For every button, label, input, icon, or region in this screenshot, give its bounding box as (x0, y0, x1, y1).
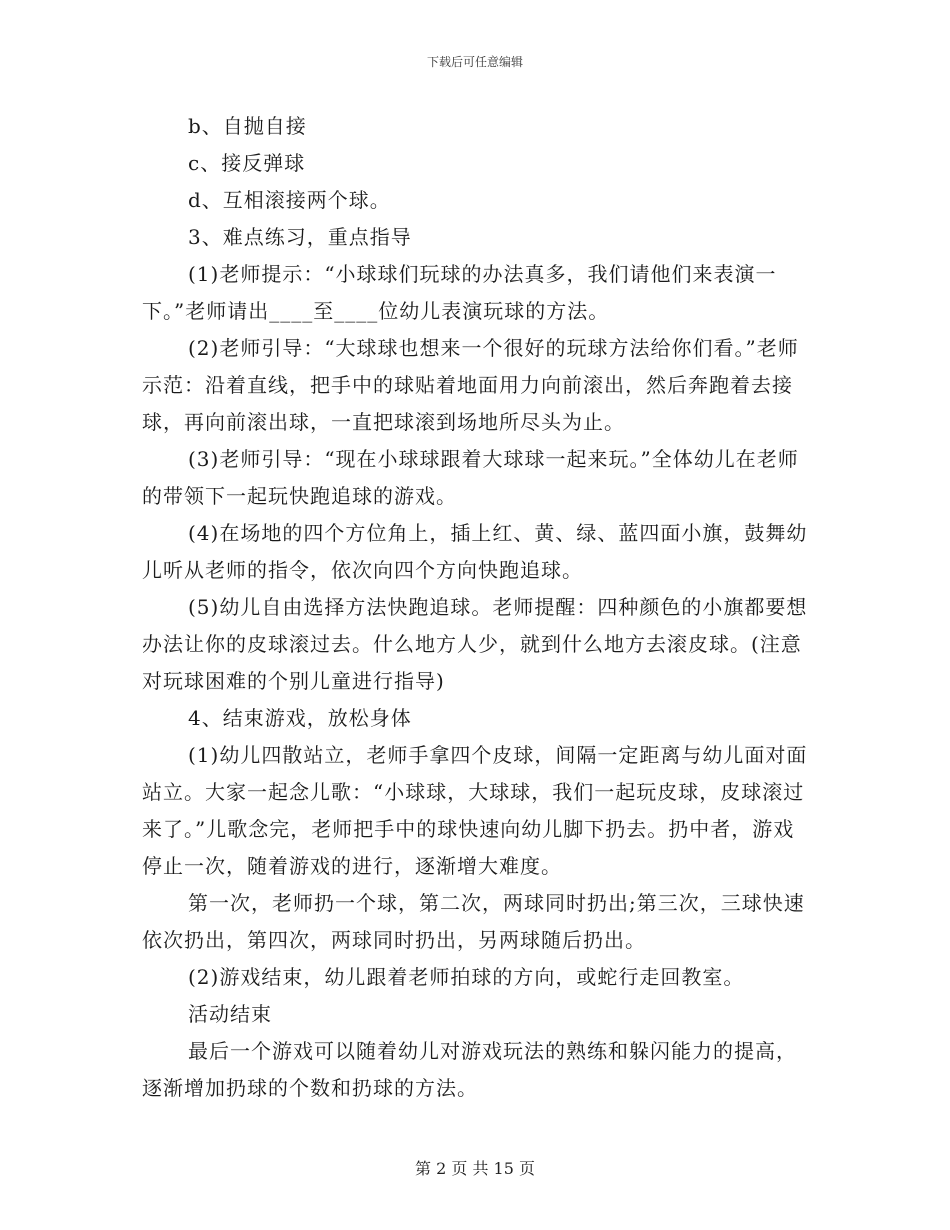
paragraph: c、接反弹球 (188, 151, 306, 175)
paragraph: 最后一个游戏可以随着幼儿对游戏玩法的熟练和躲闪能力的提高，逐渐增加扔球的个数和扔球的方法。 (142, 1039, 797, 1100)
paragraph: d、互相滚接两个球。 (188, 188, 391, 212)
paragraph: 第一次，老师扔一个球，第二次，两球同时扔出;第三次，三球快速依次扔出，第四次，两球同时扔出，另两球随后扔出。 (142, 891, 805, 952)
paragraph: (2)老师引导：“大球球也想来一个很好的玩球方法给你们看。”老师示范：沿着直线，把手中的球贴着地面用力向前滚出，然后奔跑着去接球，再向前滚出球，一直把球滚到场地所尽头为止。 (142, 336, 799, 434)
document-body (142, 108, 810, 1107)
paragraph: (1)老师提示：“小球球们玩球的办法真多，我们请他们来表演一下。”老师请出____至____位幼儿表演玩球的方法。 (142, 262, 777, 323)
section-heading: 3、难点练习，重点指导 (188, 225, 412, 249)
paragraph: (4)在场地的四个方位角上，插上红、黄、绿、蓝四面小旗，鼓舞幼儿听从老师的指令，依次向四个方向快跑追球。 (142, 521, 808, 582)
paragraph: (2)游戏结束，幼儿跟着老师拍球的方向，或蛇行走回教室。 (188, 965, 745, 989)
paragraph: b、自抛自接 (188, 114, 307, 138)
section-heading: 活动结束 (188, 1002, 272, 1026)
paragraph: (5)幼儿自由选择方法快跑追球。老师提醒：四种颜色的小旗都要想办法让你的皮球滚过去。什么地方人少，就到什么地方去滚皮球。(注意对玩球困难的个别儿童进行指导) (142, 595, 808, 693)
section-heading: 4、结束游戏，放松身体 (188, 706, 412, 730)
page-footer: 第 2 页 共 15 页 (415, 1159, 535, 1178)
page-header: 下载后可任意编辑 (426, 55, 523, 69)
paragraph: (3)老师引导：“现在小球球跟着大球球一起来玩。”全体幼儿在老师的带领下一起玩快跑追球的游戏。 (142, 447, 799, 508)
paragraph: (1)幼儿四散站立，老师手拿四个皮球，间隔一定距离与幼儿面对面站立。大家一起念儿歌：“小球球，大球球，我们一起玩皮球，皮球滚过来了。”儿歌念完，老师把手中的球快速向幼儿脚下扔去。扔中者，游戏停止一次，随着游戏的进行，逐渐增大难度。 (142, 743, 808, 878)
